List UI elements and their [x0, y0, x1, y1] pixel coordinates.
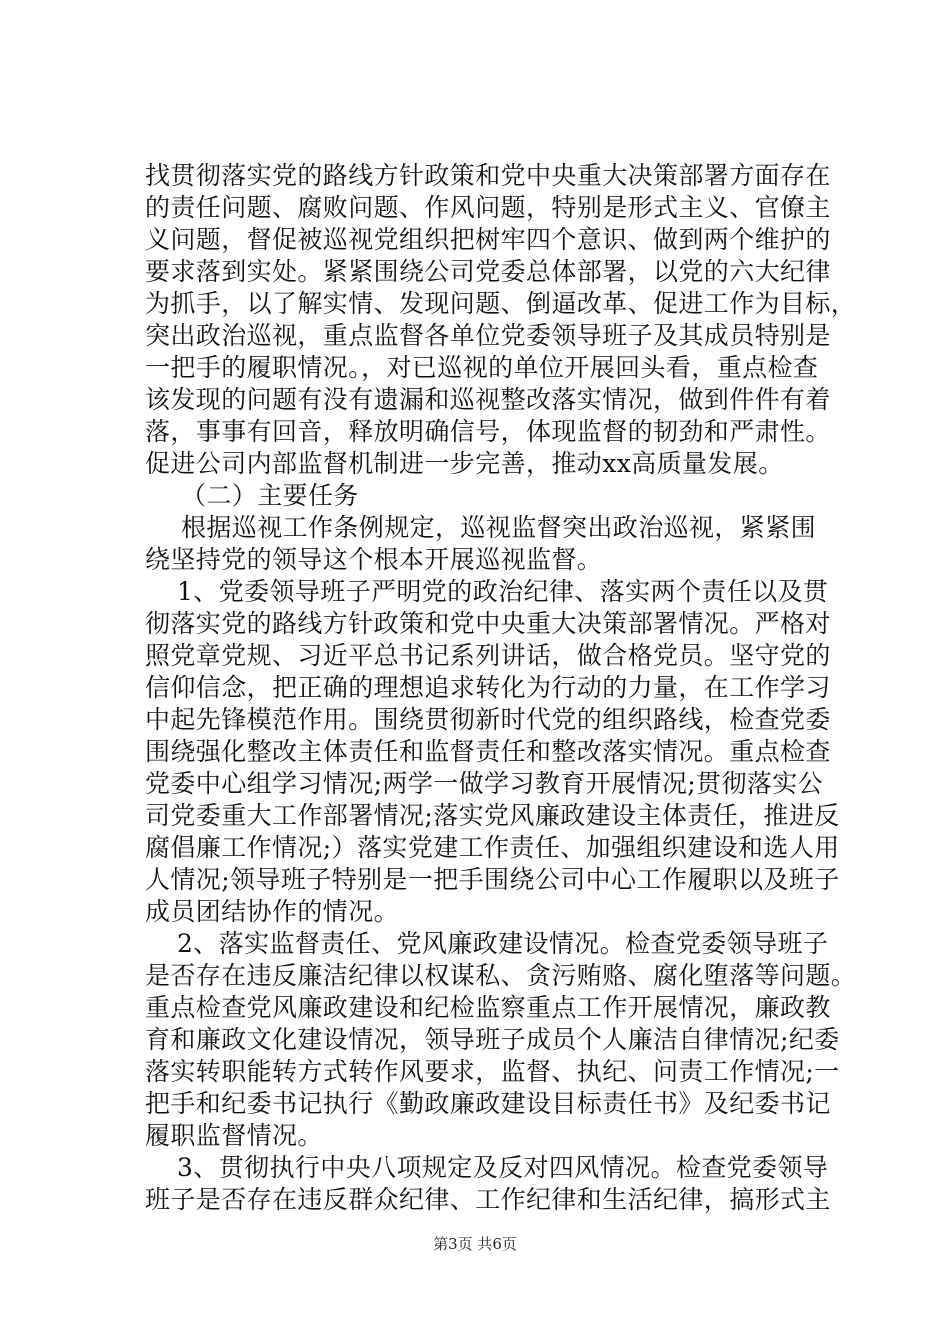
text-line: 中起先锋模范作用。围绕贯彻新时代党的组织路线，检查党委 [145, 705, 831, 734]
text-line: 找贯彻落实党的路线方针政策和党中央重大决策部署方面存在 [145, 161, 831, 190]
text-line: 彻落实党的路线方针政策和党中央重大决策部署情况。严格对 [145, 609, 831, 638]
text-line: 司党委重大工作部署情况;落实党风廉政建设主体责任，推进反 [145, 801, 840, 830]
text-line: 2、落实监督责任、党风廉政建设情况。检查党委领导班子 [177, 929, 829, 958]
text-line: 把手和纪委书记执行《勤政廉政建设目标责任书》及纪委书记 [145, 1089, 831, 1118]
text-line: 育和廉政文化建设情况，领导班子成员个人廉洁自律情况;纪委 [145, 1025, 840, 1054]
text-line: 突出政治巡视，重点监督各单位党委领导班子及其成员特别是 [145, 321, 831, 350]
text-line: 人情况;领导班子特别是一把手围绕公司中心工作履职以及班子 [145, 865, 840, 894]
text-line: 围绕强化整改主体责任和监督责任和整改落实情况。重点检查 [145, 737, 831, 766]
text-line: 3、贯彻执行中央八项规定及反对四风情况。检查党委领导 [177, 1153, 829, 1182]
text-line: 义问题，督促被巡视党组织把树牢四个意识、做到两个维护的 [145, 225, 831, 254]
text-line: 绕坚持党的领导这个根本开展巡视监督。 [145, 545, 603, 574]
document-body [145, 160, 857, 1216]
text-line: 促进公司内部监督机制进一步完善，推动xx高质量发展。 [145, 449, 784, 478]
text-line: 班子是否存在违反群众纪律、工作纪律和生活纪律，搞形式主 [145, 1185, 831, 1214]
text-line: 的责任问题、腐败问题、作风问题，特别是形式主义、官僚主 [145, 193, 831, 222]
text-line: 是否存在违反廉洁纪律以权谋私、贪污贿赂、腐化堕落等问题。 [145, 961, 857, 990]
text-line: 履职监督情况。 [145, 1121, 323, 1150]
text-line: 照党章党规、习近平总书记系列讲话，做合格党员。坚守党的 [145, 641, 831, 670]
page-footer: 第3页 共6页 [433, 1235, 517, 1253]
text-line: 为抓手，以了解实情、发现问题、倒逼改革、促进工作为目标， [145, 289, 857, 318]
text-line: 落，事事有回音，释放明确信号，体现监督的韧劲和严肃性。 [145, 417, 831, 446]
text-line: 一把手的履职情况。，对已巡视的单位开展回头看，重点检查 [145, 353, 819, 382]
text-line: 重点检查党风廉政建设和纪检监察重点工作开展情况，廉政教 [145, 993, 831, 1022]
text-line: 信仰信念，把正确的理想追求转化为行动的力量，在工作学习 [145, 673, 831, 702]
text-line: 成员团结协作的情况。 [145, 897, 400, 926]
text-line: 落实转职能转方式转作风要求，监督、执纪、问责工作情况;一 [145, 1057, 840, 1086]
text-line: 1、党委领导班子严明党的政治纪律、落实两个责任以及贯 [177, 577, 829, 606]
text-line: 党委中心组学习情况;两学一做学习教育开展情况;贯彻落实公 [145, 769, 824, 798]
text-line: 要求落到实处。紧紧围绕公司党委总体部署，以党的六大纪律 [145, 257, 831, 286]
text-line: （二）主要任务 [181, 481, 359, 510]
text-line: 腐倡廉工作情况;）落实党建工作责任、加强组织建设和选人用 [145, 833, 840, 862]
text-line: 该发现的问题有没有遗漏和巡视整改落实情况，做到件件有着 [145, 385, 831, 414]
text-line: 根据巡视工作条例规定，巡视监督突出政治巡视，紧紧围 [181, 513, 817, 542]
